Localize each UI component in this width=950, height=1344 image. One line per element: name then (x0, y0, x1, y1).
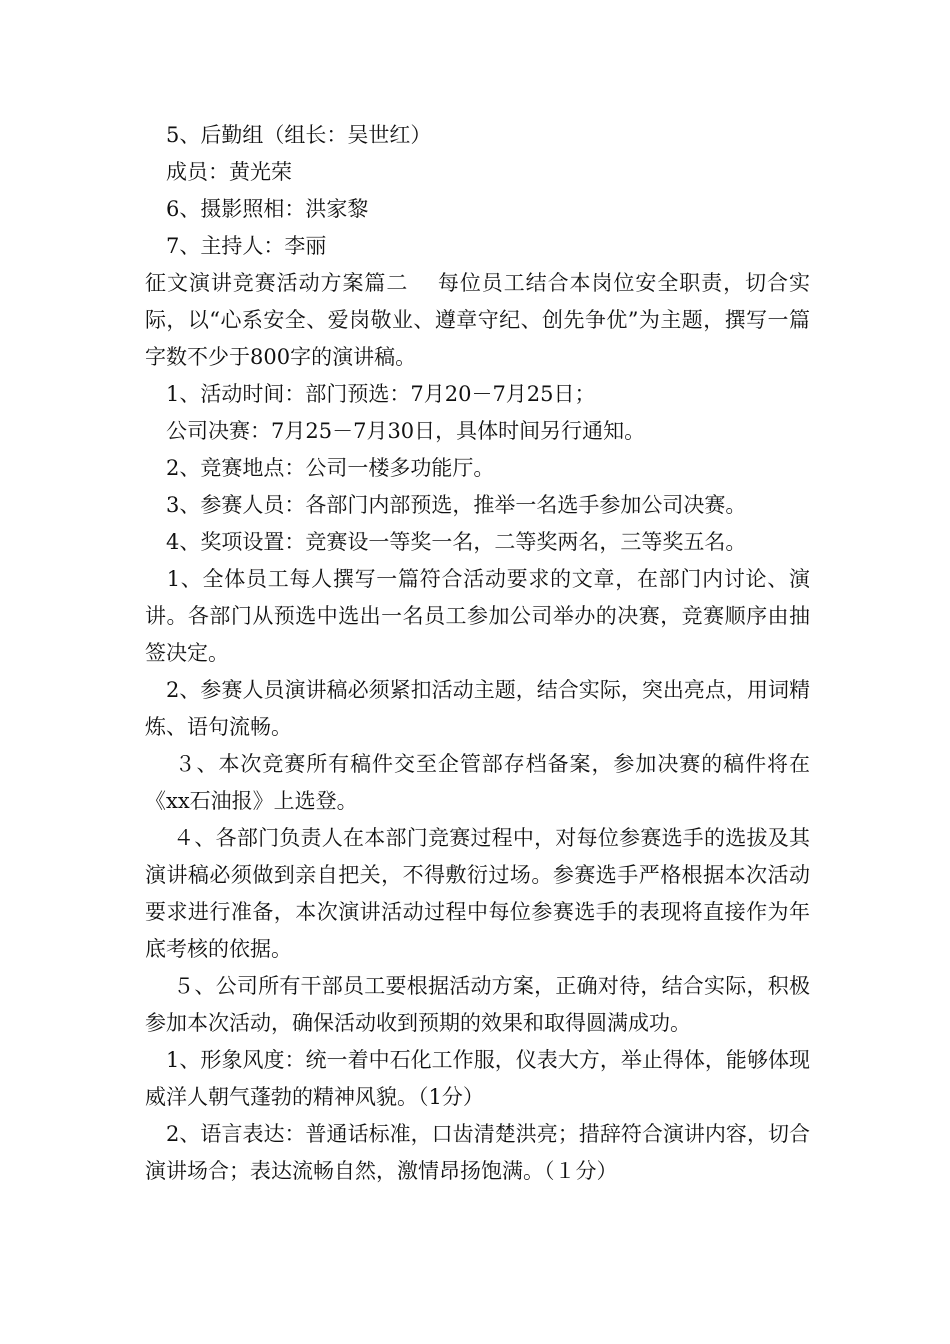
paragraph-final-time: 公司决赛：7月25－7月30日，具体时间另行通知。 (145, 419, 646, 443)
paragraph-photography: 6、摄影照相：洪家黎 (145, 197, 369, 221)
paragraph-requirement-1: 1、全体员工每人撰写一篇符合活动要求的文章，在部门内讨论、演讲。各部门从预选中选出一名员工参加公司举办的决赛，竞赛顺序由抽签决定。 (145, 567, 810, 665)
paragraph-criteria-language: 2、语言表达：普通话标准，口齿清楚洪亮；措辞符合演讲内容，切合演讲场合；表达流畅自然，激情昂扬饱满。（１分） (145, 1122, 810, 1183)
document-page (145, 117, 810, 1190)
paragraph-requirement-3: ３、本次竞赛所有稿件交至企管部存档备案，参加决赛的稿件将在《xx石油报》上选登。 (145, 752, 810, 813)
paragraph-members: 成员：黄光荣 (145, 160, 292, 184)
paragraph-awards: 4、奖项设置：竞赛设一等奖一名，二等奖两名，三等奖五名。 (145, 530, 747, 554)
paragraph-requirement-5: ５、公司所有干部员工要根据活动方案，正确对待，结合实际，积极参加本次活动，确保活动收到预期的效果和取得圆满成功。 (145, 974, 810, 1035)
paragraph-activity-time: 1、活动时间：部门预选：7月20－7月25日； (145, 382, 596, 406)
paragraph-plan-two-intro: 征文演讲竞赛活动方案篇二 每位员工结合本岗位安全职责，切合实际，以“心系安全、爱岗敬业、遵章守纪、创先争优”为主题，撰写一篇字数不少于800字的演讲稿。 (145, 271, 810, 369)
paragraph-host: 7、主持人：李丽 (145, 234, 327, 258)
paragraph-venue: 2、竞赛地点：公司一楼多功能厅。 (145, 456, 495, 480)
paragraph-requirement-4: ４、各部门负责人在本部门竞赛过程中，对每位参赛选手的选拔及其演讲稿必须做到亲自把关，不得敷衍过场。参赛选手严格根据本次活动要求进行准备，本次演讲活动过程中每位参赛选手的表现将直接作为年底考核的依据。 (145, 826, 810, 961)
paragraph-criteria-appearance: 1、形象风度：统一着中石化工作服，仪表大方，举止得体，能够体现威洋人朝气蓬勃的精神风貌。（1分） (145, 1048, 810, 1109)
paragraph-logistics-group: 5、后勤组（组长：吴世红） (145, 123, 432, 147)
paragraph-requirement-2: 2、参赛人员演讲稿必须紧扣活动主题，结合实际，突出亮点，用词精炼、语句流畅。 (145, 678, 810, 739)
paragraph-participants: 3、参赛人员：各部门内部预选，推举一名选手参加公司决赛。 (145, 493, 747, 517)
